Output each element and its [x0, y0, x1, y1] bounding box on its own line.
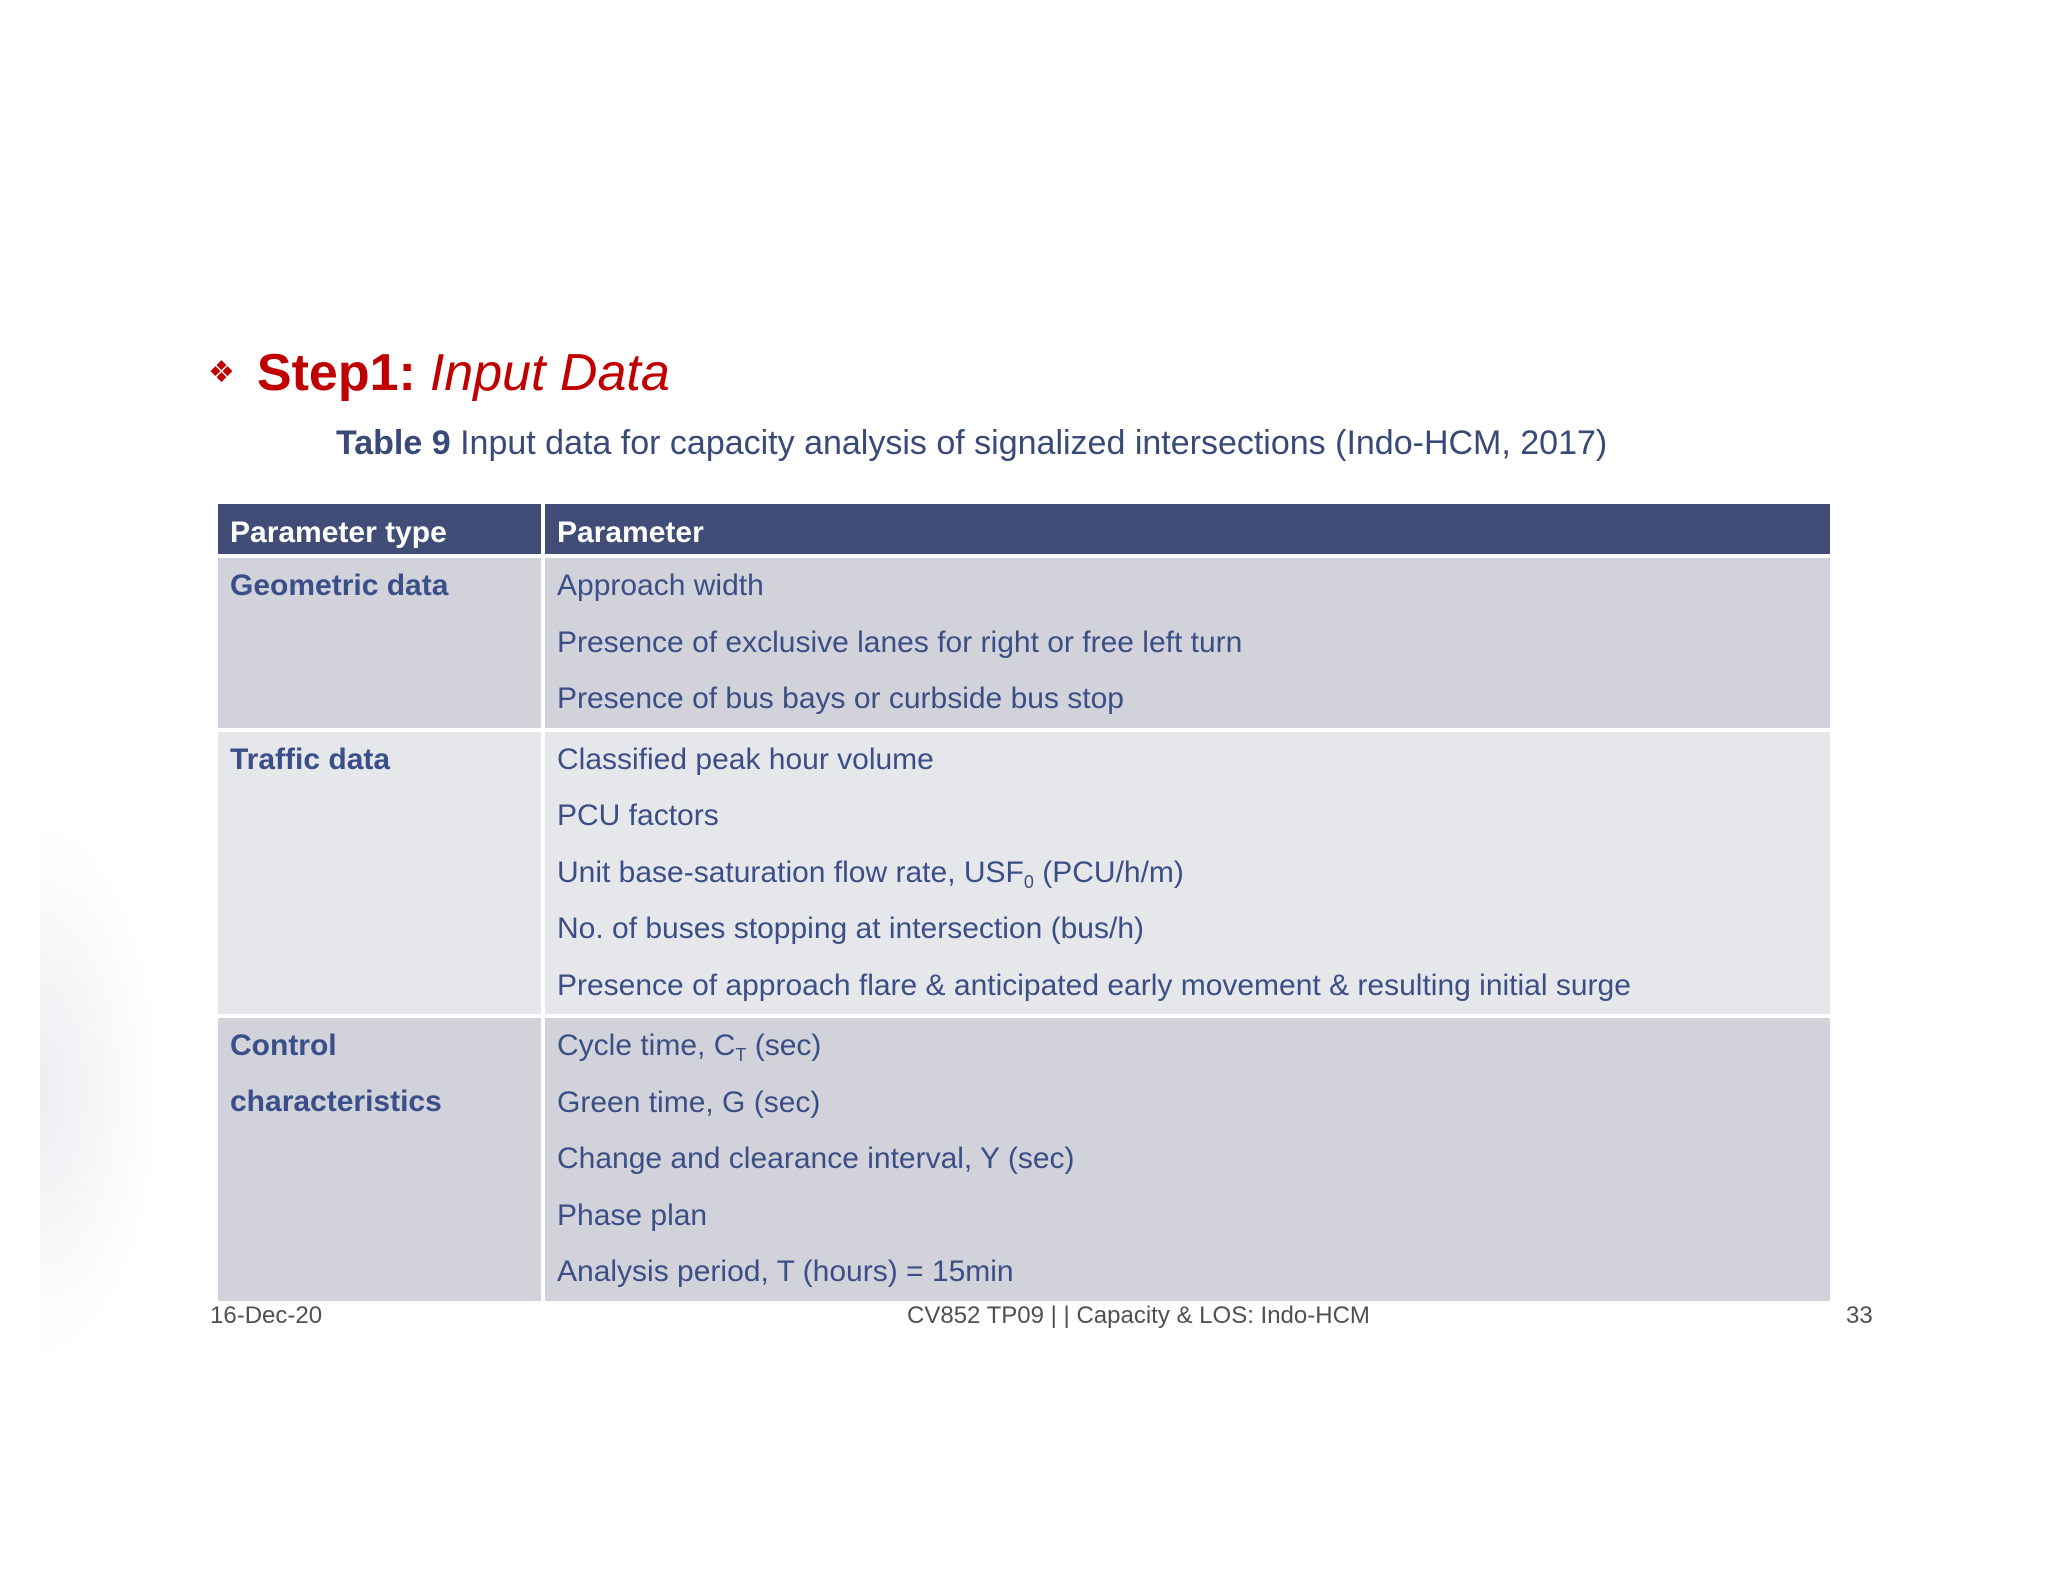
footer-date: 16-Dec-20: [210, 1302, 323, 1329]
parameter-item: PCU factors: [557, 799, 719, 832]
cycle-subscript: T: [735, 1045, 747, 1065]
slide-heading: [208, 338, 670, 408]
parameter-item: Analysis period, T (hours) = 15min: [557, 1255, 1014, 1288]
parameter-item: Change and clearance interval, Y (sec): [557, 1142, 1075, 1175]
table-row-traffic: [216, 730, 1832, 1017]
parameter-item: Phase plan: [557, 1198, 708, 1232]
parameter-type-cell: Control characteristics: [216, 1016, 543, 1303]
header-parameter-type: Parameter type: [216, 502, 543, 556]
footer-course-title: CV852 TP09 | | Capacity & LOS: Indo-HCM: [907, 1302, 1370, 1329]
parameter-type-cell: Traffic data: [216, 730, 543, 1017]
input-data-table: [214, 500, 1834, 1305]
caption-label: Table 9: [336, 424, 451, 462]
parameter-item: Unit base-saturation flow rate, $USF_0$ (PCU/h/m): [557, 855, 1184, 892]
parameter-item: Classified peak hour volume: [557, 742, 934, 776]
parameter-item: Cycle time, $C_T$ (sec): [557, 1029, 822, 1065]
table-header-row: [216, 502, 1832, 556]
parameter-item: Green time, G (sec): [557, 1085, 821, 1119]
page-shadow: [40, 820, 160, 1360]
parameter-list-cell: [543, 556, 1832, 730]
parameter-item: Presence of approach flare & anticipated early movement & resulting initial surge: [557, 968, 1631, 1002]
header-parameter: Parameter: [543, 502, 1832, 556]
table-row-geometric: [216, 556, 1832, 730]
parameter-item: Presence of bus bays or curbside bus stop: [557, 682, 1124, 715]
diamond-bullet-icon: ❖: [208, 356, 235, 389]
parameter-list-cell: [543, 1016, 1832, 1303]
table-caption: [336, 424, 1607, 463]
parameter-item: Presence of exclusive lanes for right or free left turn: [557, 625, 1243, 659]
heading-step: Step1:: [256, 344, 416, 402]
parameter-item: Approach width: [557, 569, 764, 602]
table-row-control: [216, 1016, 1832, 1303]
usf-subscript: 0: [1023, 871, 1034, 892]
parameter-type-cell: Geometric data: [216, 556, 543, 730]
parameter-item: No. of buses stopping at intersection (bus/h): [557, 912, 1144, 945]
parameter-list-cell: [543, 730, 1832, 1017]
caption-text: Input data for capacity analysis of signalized intersections (Indo-HCM, 2017): [460, 424, 1608, 462]
heading-title: Input Data: [429, 344, 670, 402]
footer-page-number: 33: [1846, 1302, 1873, 1329]
